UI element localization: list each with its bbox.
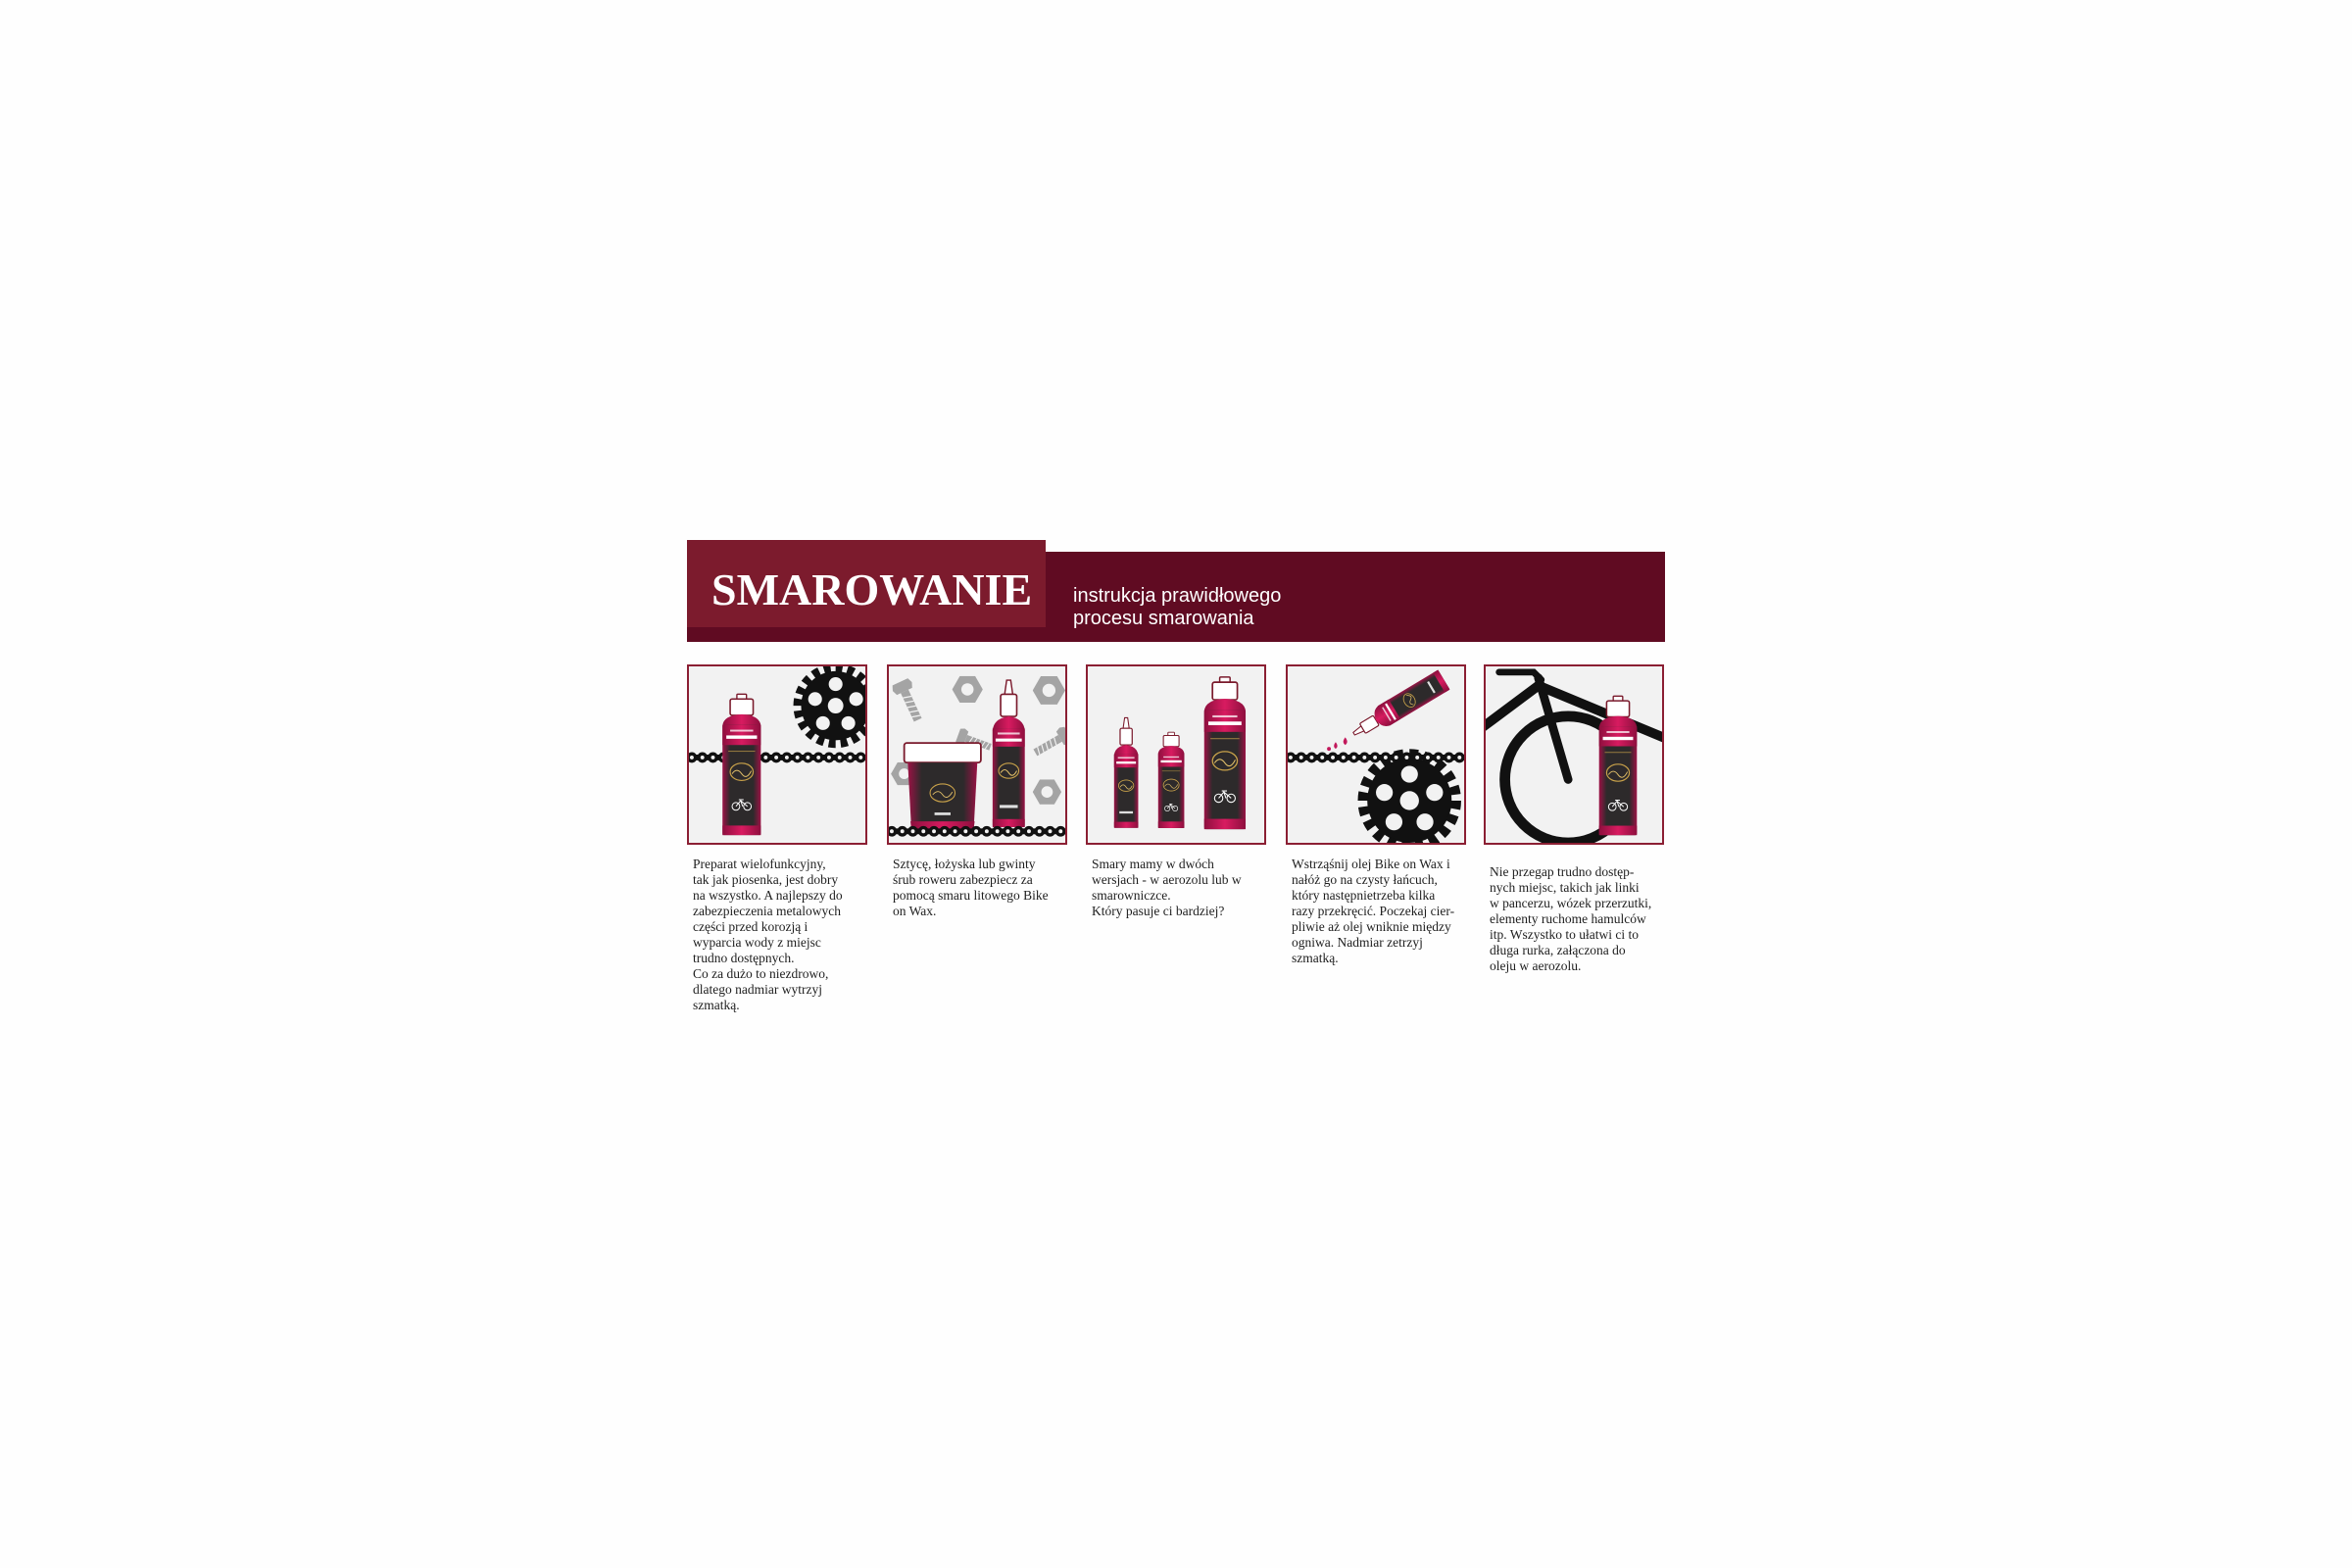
sprocket-icon xyxy=(1363,755,1456,843)
spray-can-large xyxy=(1204,677,1246,829)
step-2-illustration xyxy=(887,664,1067,845)
step-4-text: Wstrząśnij olej Bike on Wax i nałóż go na czysty łańcuch, który następnietrzeba kilka razy przekręcić. Poczekaj cier- pliwie aż olej wniknie między ogniwa. Nadmiar zetrzyj szmatką. xyxy=(1292,857,1455,965)
step-1-illustration xyxy=(687,664,867,845)
step-4-illustration xyxy=(1286,664,1466,845)
oil-drops xyxy=(1327,737,1348,751)
step-5-illustration xyxy=(1484,664,1664,845)
sprocket-icon xyxy=(798,667,865,743)
spray-can xyxy=(722,694,760,835)
dropper-bottle xyxy=(993,680,1025,827)
dropper-bottle xyxy=(1348,669,1450,743)
bolt-icon xyxy=(1030,725,1065,761)
step-5-text: Nie przegap trudno dostęp- nych miejsc, takich jak linki w pancerzu, wózek przerzutki, elementy ruchome hamulców itp. Wszystko to ułatwi ci to długa rurka, załączona do oleju w aerozolu. xyxy=(1490,864,1652,973)
hex-nut-icon xyxy=(1033,779,1061,804)
step-1-drawing xyxy=(689,666,865,843)
page-title: SMAROWANIE xyxy=(711,564,1033,614)
bolt-icon xyxy=(891,677,928,724)
step-2-text: Sztycę, łożyska lub gwinty śrub roweru zabezpiecz za pomocą smaru litowego Bike on Wax. xyxy=(893,857,1049,918)
page-subtitle xyxy=(1073,585,1281,630)
step-5-drawing xyxy=(1486,666,1662,843)
step-4-drawing xyxy=(1288,666,1464,843)
grease-tub xyxy=(905,743,981,828)
spray-can-small xyxy=(1158,732,1185,828)
subtitle-line-2: procesu smarowania xyxy=(1073,608,1254,629)
step-1-text: Preparat wielofunkcyjny, tak jak piosenka, jest dobry na wszystko. A najlepszy do zabezpieczenia metalowych części przed korozją i wyparcia wody z miejsc trudno dostępnych. Co za dużo to niezdrowo, dlatego nadmiar wytrzyj szmatką. xyxy=(693,857,843,1012)
dropper-bottle xyxy=(1114,717,1139,827)
step-3-illustration xyxy=(1086,664,1266,845)
hex-nut-icon xyxy=(1033,676,1065,705)
subtitle-line-1: instrukcja prawidłowego xyxy=(1073,585,1282,607)
step-3-drawing xyxy=(1088,666,1264,843)
step-2-drawing xyxy=(889,666,1065,843)
step-3-text: Smary mamy w dwóch wersjach - w aerozolu lub w smarowniczce. Który pasuje ci bardziej? xyxy=(1092,857,1242,918)
hex-nut-icon xyxy=(953,676,983,703)
